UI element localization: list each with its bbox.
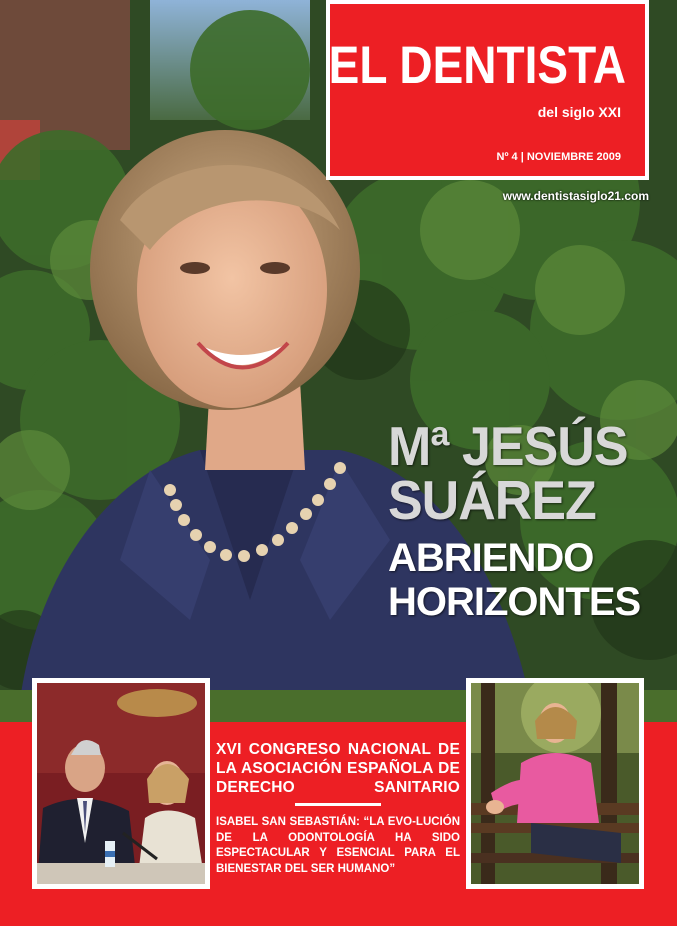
- magazine-title: EL DENTISTA: [328, 34, 626, 95]
- issue-number: Nº 4 | NOVIEMBRE 2009: [496, 151, 621, 163]
- congress-photo-image: [37, 683, 205, 884]
- headline-name-line-2: SUÁREZ: [388, 470, 596, 532]
- congress-photo: [32, 678, 210, 889]
- interview-photo-image: [471, 683, 639, 884]
- story-quote: ISABEL SAN SEBASTIÁN: “LA EVO-LUCIÓN DE LA ODONTOLOGÍA HA SIDO ESPECTACULAR Y ESENCIAL PARA EL BIENESTAR DEL SER HUMANO”: [216, 816, 460, 875]
- headline-tagline-1: ABRIENDO: [388, 536, 594, 580]
- headline-tagline-2: HORIZONTES: [388, 580, 641, 624]
- story-divider: [295, 803, 381, 806]
- headline-name-line-1: Mª JESÚS: [388, 416, 628, 478]
- story-title: XVI CONGRESO NACIONAL DE LA ASOCIACIÓN ESPAÑOLA DE DERECHO SANITARIO: [216, 741, 460, 796]
- cover-headline: [388, 416, 673, 624]
- website-link[interactable]: www.dentistasiglo21.com: [502, 189, 649, 203]
- magazine-subtitle: del siglo XXI: [537, 104, 621, 120]
- congress-story: [216, 740, 460, 877]
- masthead-box: [326, 0, 649, 180]
- interview-photo: [466, 678, 644, 889]
